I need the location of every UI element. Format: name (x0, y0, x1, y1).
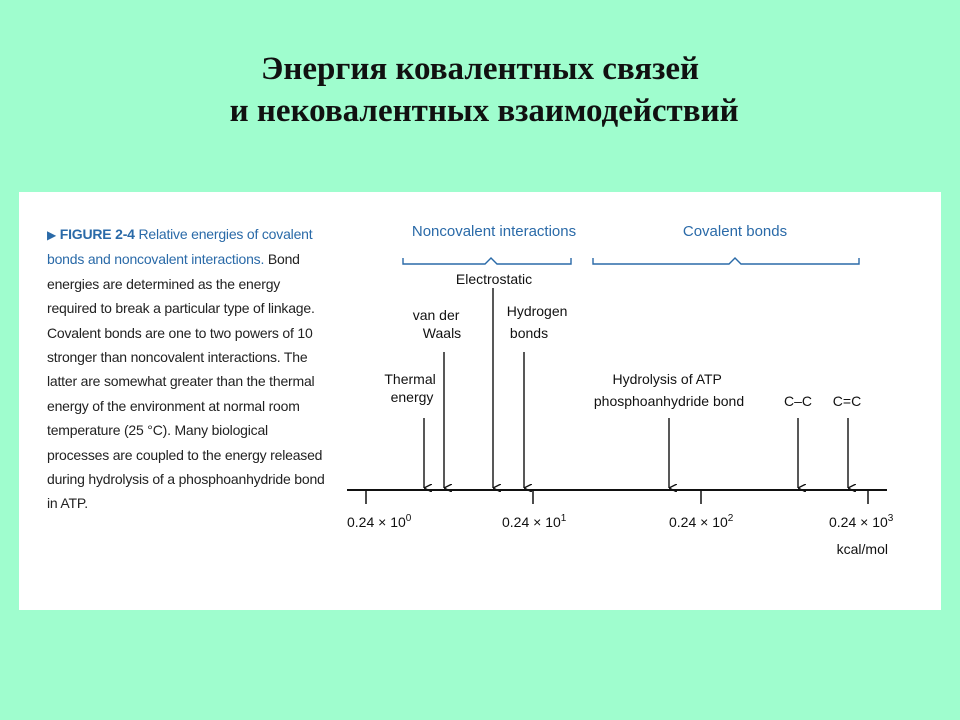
caption-arrow-icon: ▶ (47, 228, 57, 242)
group-bracket-noncovalent (403, 223, 576, 264)
arrow-thermal-energy (384, 371, 439, 488)
energy-scale-diagram (19, 192, 941, 610)
label-thermal-line-2: energy (390, 389, 434, 405)
figure-caption-body: Bond energies are determined as the energy required to break a particular type of linkage. Covalent bonds are one to two powers of 10 stronger than noncovalent interactions. The latter are somewhat greater than the thermal energy of the environment at normal room temperature (25 °C). Many biological processes are coupled to the energy released during hydrolysis of a phosphoanhydride bond in ATP. (47, 251, 325, 512)
label-atp-line-1: Hydrolysis of ATP (612, 371, 722, 387)
axis-tick-3 (669, 490, 734, 530)
axis-tick-2 (502, 490, 567, 530)
label-vdw-line-2: Waals (422, 325, 462, 341)
figure-panel (19, 192, 941, 610)
svg-text:van der Waals (413, 307, 464, 341)
arrow-c-c-bond (784, 393, 812, 488)
svg-text:C=C (833, 393, 861, 409)
label-c-double-c: C=C (832, 393, 862, 409)
axis-tick-4 (829, 490, 894, 530)
figure-label: FIGURE 2-4 (59, 226, 135, 242)
label-thermal-line-1: Thermal (384, 371, 436, 387)
label-hydrogen-line-2: bonds (509, 325, 549, 341)
label-vdw-line-1: van der (412, 307, 460, 323)
figure-short-title: Relative energies of covalent bonds and noncovalent interactions. (47, 226, 313, 268)
tick-label-3: $0.24 \times 10^2$ (669, 513, 734, 530)
axis-unit-label: kcal/mol (836, 541, 888, 557)
tick-label-2: $0.24 \times 10^1$ (502, 513, 567, 530)
arrow-c-double-c-bond (833, 393, 861, 488)
label-hydrogen-line-1: Hydrogen (506, 303, 568, 319)
tick-label-4: $0.24 \times 10^3$ (829, 513, 894, 530)
slide-title-line-2: и нековалентных взаимодействий (221, 93, 739, 129)
tick-label-1: $0.24 \times 10^0$ (347, 513, 412, 530)
arrow-hydrogen-bonds (507, 303, 572, 488)
label-c-c: C–C (783, 393, 813, 409)
svg-text:Thermal energy (384, 371, 439, 405)
svg-text:Hydrogen bonds (507, 303, 572, 341)
svg-text:Electrostatic (456, 271, 532, 287)
svg-text:C–C (784, 393, 812, 409)
group-label-noncovalent: Noncovalent interactions (411, 223, 577, 240)
label-electrostatic: Electrostatic (455, 271, 533, 287)
slide-title (0, 48, 960, 132)
axis-tick-1 (347, 490, 412, 530)
group-label-covalent: Covalent bonds (682, 223, 788, 240)
svg-text:Hydrolysis of ATP phos (594, 371, 744, 409)
slide-title-line-1: Энергия ковалентных связей (260, 51, 700, 87)
group-bracket-covalent (593, 223, 859, 264)
arrow-atp-hydrolysis (594, 371, 744, 488)
label-atp-line-2: phosphoanhydride bond (593, 393, 745, 409)
